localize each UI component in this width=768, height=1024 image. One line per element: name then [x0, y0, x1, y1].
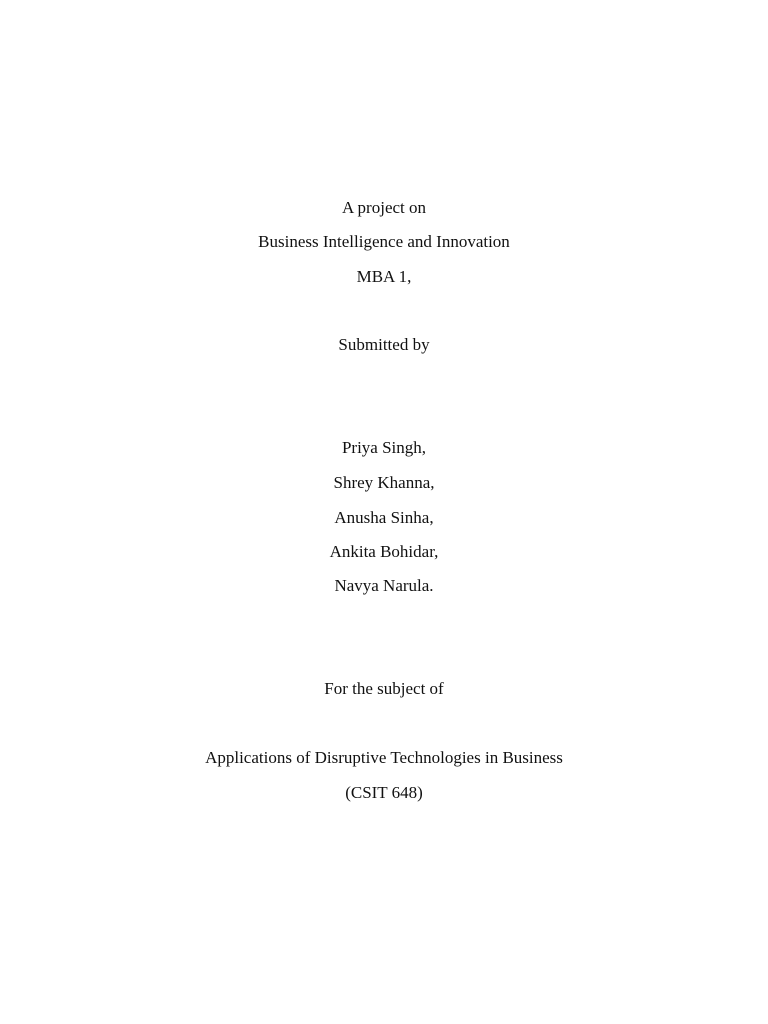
- author-name: Shrey Khanna,: [333, 473, 435, 492]
- subject-name: Applications of Disruptive Technologies in Business: [205, 748, 563, 767]
- subject-code: (CSIT 648): [345, 783, 423, 802]
- author-name: Navya Narula.: [334, 576, 434, 595]
- author-name: Ankita Bohidar,: [329, 542, 439, 561]
- author-name: Anusha Sinha,: [334, 508, 434, 527]
- program-line: MBA 1,: [356, 267, 412, 286]
- author-name: Priya Singh,: [341, 438, 427, 457]
- intro-line: A project on: [341, 198, 427, 217]
- project-title: Business Intelligence and Innovation: [258, 232, 510, 251]
- subject-label: For the subject of: [324, 679, 444, 698]
- submitted-by-label: Submitted by: [338, 335, 430, 354]
